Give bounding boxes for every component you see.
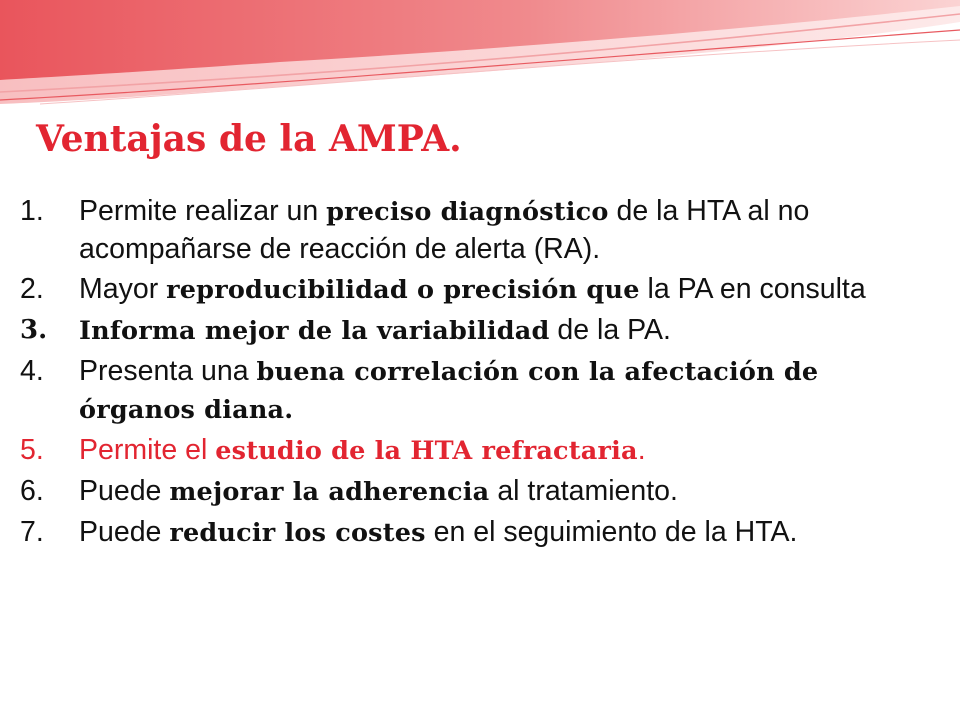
- list-item-number: 4.: [20, 355, 44, 387]
- item-text: al tratamiento.: [489, 475, 678, 507]
- list-item: [20, 473, 925, 511]
- advantages-list: [20, 193, 925, 555]
- list-item-number: 3.: [20, 315, 48, 345]
- item-text: Permite realizar un: [79, 195, 327, 227]
- list-item-number: 6.: [20, 475, 44, 507]
- item-text: Puede: [79, 516, 170, 548]
- item-text: Permite el: [79, 434, 216, 466]
- decorative-banner: [0, 0, 960, 130]
- emphasis-text: estudio de la HTA refractaria: [215, 436, 638, 466]
- emphasis-text: preciso diagnóstico: [326, 197, 609, 227]
- list-item-number: 5.: [20, 434, 44, 466]
- emphasis-text: reducir los costes: [169, 518, 426, 548]
- item-text: en el seguimiento de la HTA.: [425, 516, 798, 548]
- emphasis-text: mejorar la adherencia: [169, 477, 490, 507]
- emphasis-text: reproducibilidad o precisión que: [166, 275, 640, 305]
- list-item: [20, 353, 925, 429]
- list-item-number: 2.: [20, 273, 44, 305]
- list-item: [20, 432, 925, 470]
- item-text: .: [637, 434, 646, 466]
- emphasis-text: buena correlación con la afectación de órganos diana.: [79, 357, 819, 425]
- list-item: [20, 271, 925, 309]
- list-item-number: 7.: [20, 516, 44, 548]
- item-text: la PA en consulta: [639, 273, 866, 305]
- list-item: [20, 514, 925, 552]
- slide-title: Ventajas de la AMPA.: [36, 118, 462, 160]
- item-text: de la HTA al no acompañarse de reacción de alerta (RA).: [79, 195, 810, 265]
- item-text: Presenta una: [79, 355, 257, 387]
- item-text: Puede: [79, 475, 170, 507]
- item-text: de la PA.: [549, 314, 671, 346]
- list-item: [20, 312, 925, 350]
- list-item: [20, 193, 925, 268]
- emphasis-text: Informa mejor de la variabilidad: [79, 316, 550, 346]
- list-item-number: 1.: [20, 195, 44, 227]
- item-text: Mayor: [79, 273, 167, 305]
